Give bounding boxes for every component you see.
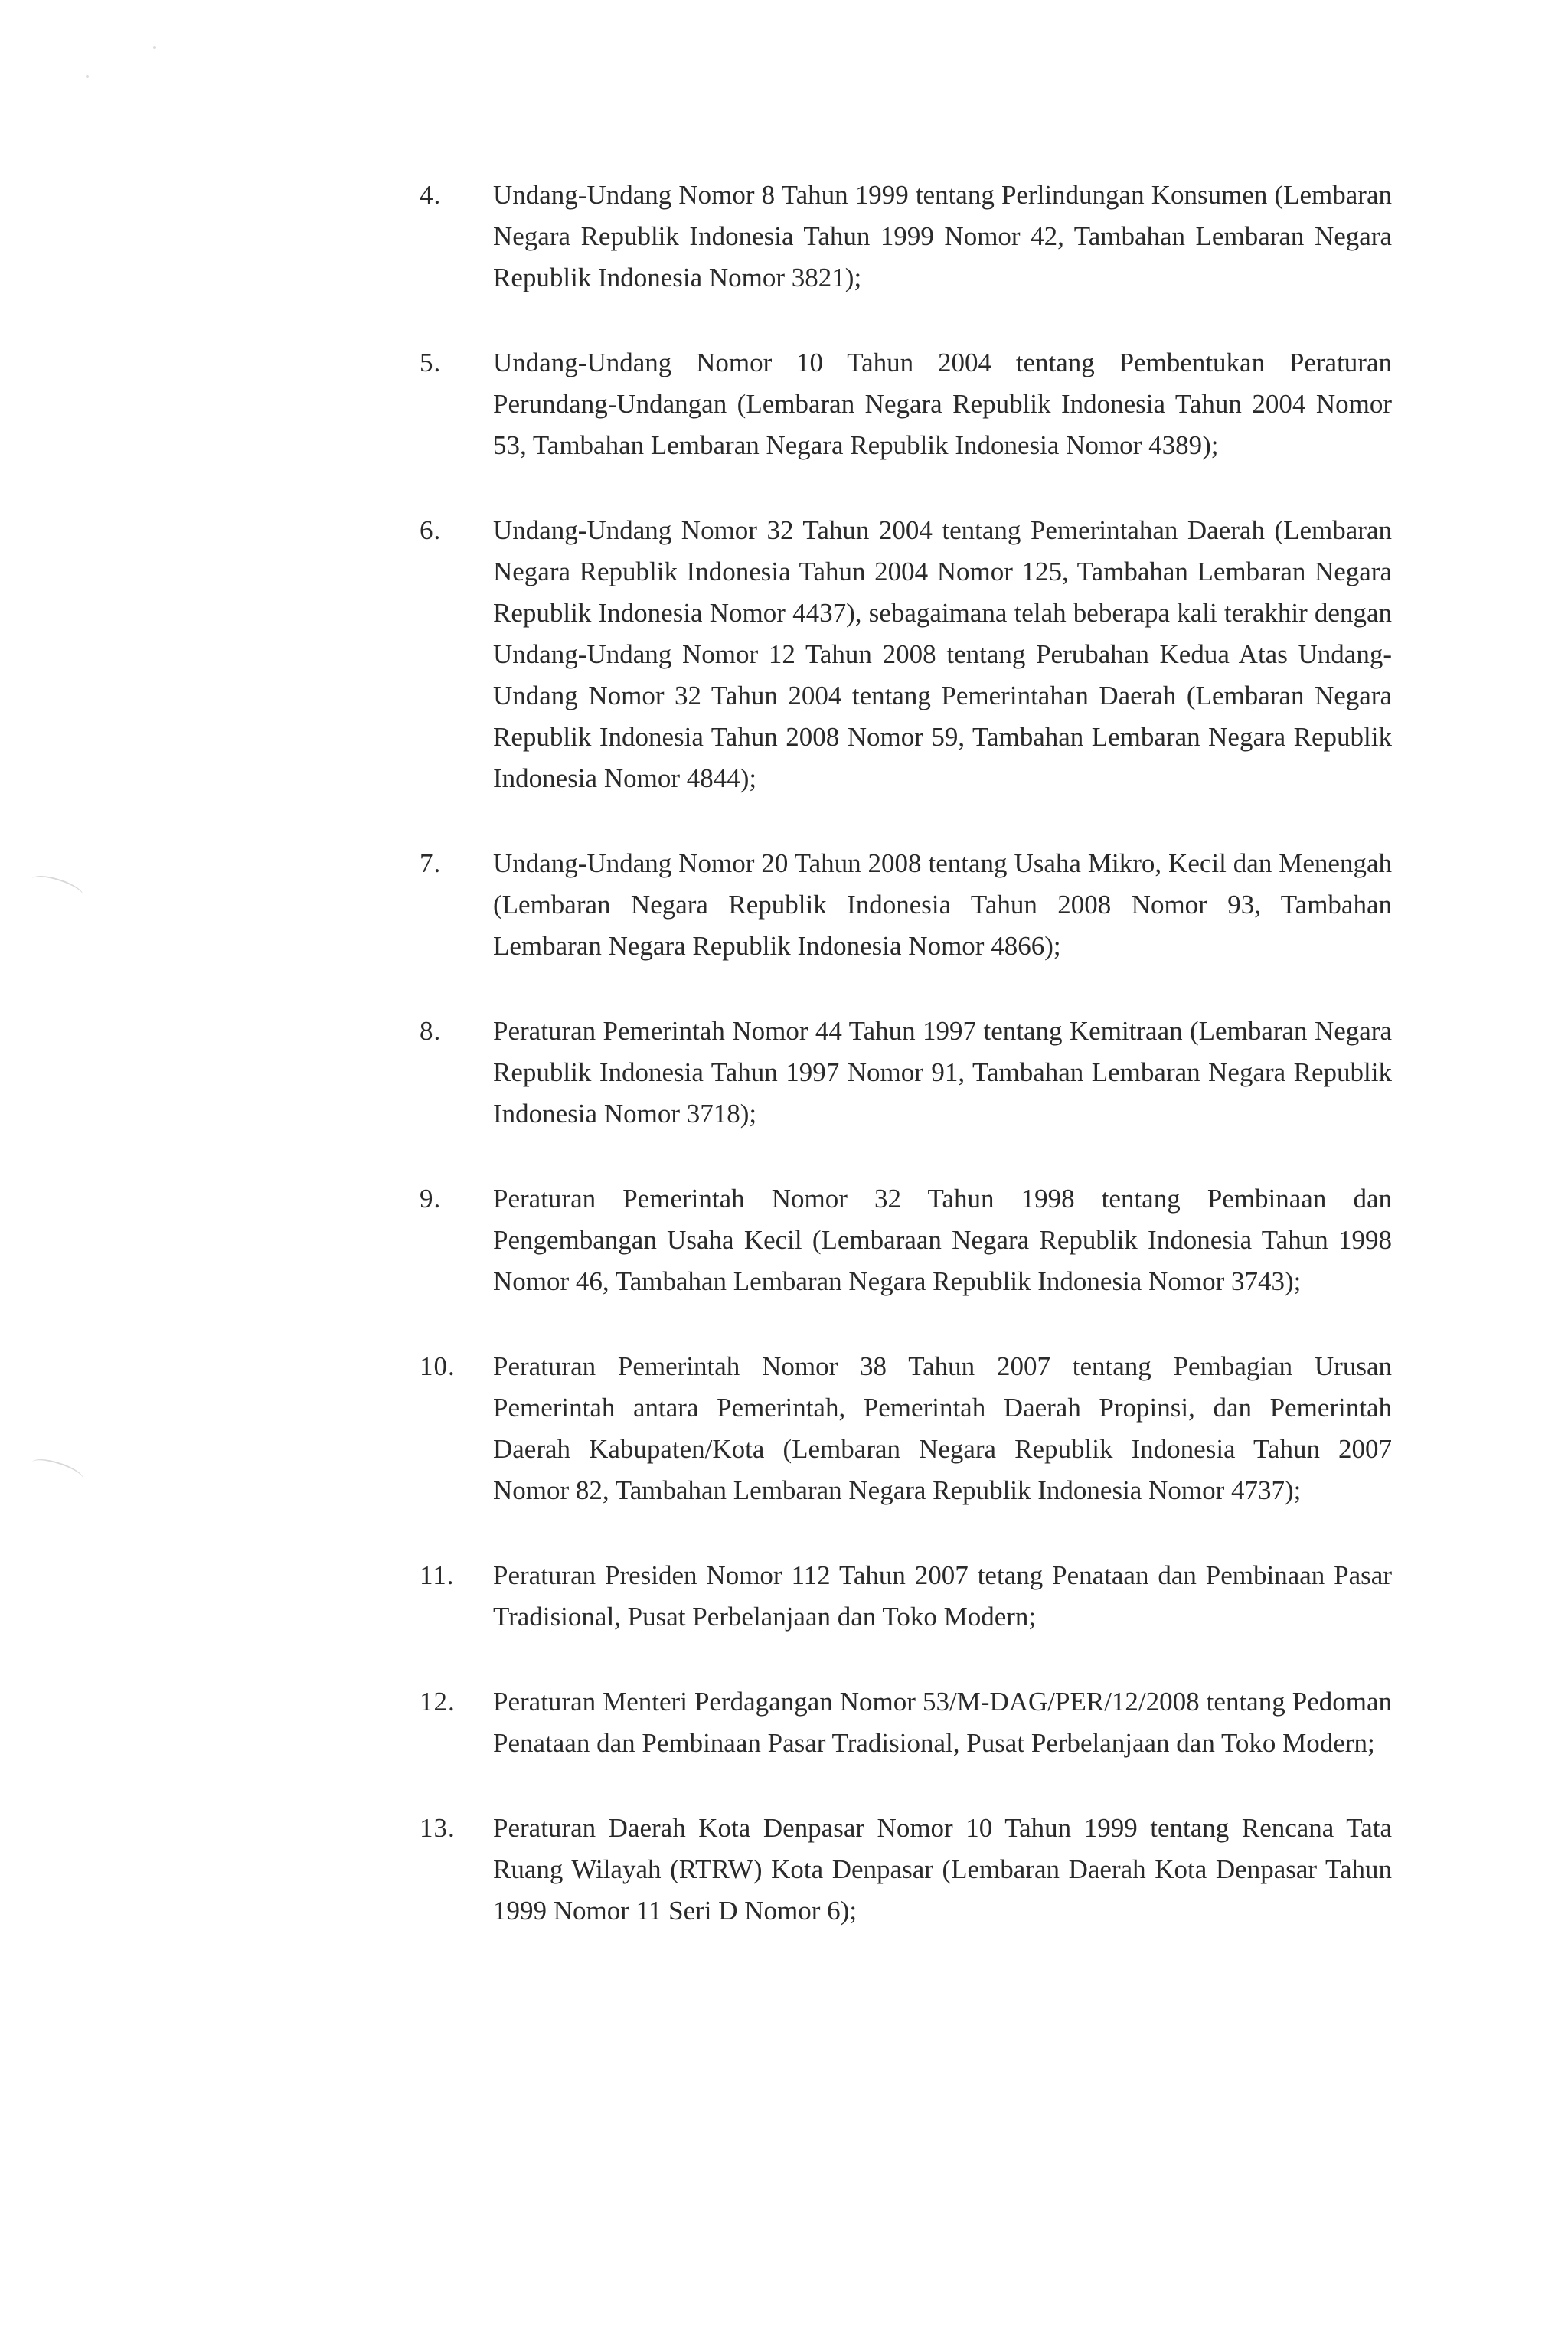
- item-text: Peraturan Pemerintah Nomor 44 Tahun 1997 tentang Kemitraan (Lembaran Negara Republik Indonesia Tahun 1997 Nomor 91, Tambahan Lembaran Negara Republik Indonesia Nomor 3718);: [493, 1016, 1392, 1129]
- scan-speck: [86, 75, 89, 78]
- item-number: 10.: [420, 1351, 456, 1381]
- scan-speck: [153, 46, 156, 49]
- list-item: [420, 1346, 1392, 1511]
- legal-basis-list: [420, 175, 1392, 1975]
- list-item: [420, 1555, 1392, 1638]
- list-item: [420, 175, 1392, 299]
- item-text: Peraturan Daerah Kota Denpasar Nomor 10 Tahun 1999 tentang Rencana Tata Ruang Wilayah (RTRW) Kota Denpasar (Lembaran Daerah Kota Denpasar Tahun 1999 Nomor 11 Seri D Nomor 6);: [493, 1813, 1392, 1926]
- item-text: Undang-Undang Nomor 10 Tahun 2004 tentang Pembentukan Peraturan Perundang-Undangan (Lembaran Negara Republik Indonesia Tahun 2004 Nomor 53, Tambahan Lembaran Negara Republik Indonesia Nomor 4389);: [493, 348, 1392, 460]
- list-item: [420, 1808, 1392, 1932]
- item-number: 8.: [420, 1016, 442, 1046]
- item-text: Undang-Undang Nomor 32 Tahun 2004 tentang Pemerintahan Daerah (Lembaran Negara Republik Indonesia Tahun 2004 Nomor 125, Tambahan Lembaran Negara Republik Indonesia Nomor 4437), sebagaimana telah beberapa kali terakhir dengan Undang-Undang Nomor 12 Tahun 2008 tentang Perubahan Kedua Atas Undang-Undang Nomor 32 Tahun 2004 tentang Pemerintahan Daerah (Lembaran Negara Republik Indonesia Tahun 2008 Nomor 59, Tambahan Lembaran Negara Republik Indonesia Nomor 4844);: [493, 515, 1392, 793]
- item-number: 13.: [420, 1813, 456, 1843]
- item-number: 5.: [420, 348, 442, 377]
- item-number: 6.: [420, 515, 442, 545]
- item-number: 7.: [420, 848, 442, 878]
- list-item: [420, 1681, 1392, 1764]
- item-text: Peraturan Pemerintah Nomor 38 Tahun 2007 tentang Pembagian Urusan Pemerintah antara Pemerintah, Pemerintah Daerah Propinsi, dan Pemerintah Daerah Kabupaten/Kota (Lembaran Negara Republik Indonesia Tahun 2007 Nomor 82, Tambahan Lembaran Negara Republik Indonesia Nomor 4737);: [493, 1351, 1392, 1505]
- item-text: Peraturan Menteri Perdagangan Nomor 53/M-DAG/PER/12/2008 tentang Pedoman Penataan dan Pembinaan Pasar Tradisional, Pusat Perbelanjaan dan Toko Modern;: [493, 1687, 1392, 1758]
- item-number: 4.: [420, 180, 442, 210]
- item-number: 11.: [420, 1560, 455, 1590]
- list-item: [420, 510, 1392, 799]
- list-item: [420, 1011, 1392, 1135]
- item-number: 9.: [420, 1184, 442, 1214]
- list-item: [420, 843, 1392, 967]
- item-text: Peraturan Presiden Nomor 112 Tahun 2007 tetang Penataan dan Pembinaan Pasar Tradisional, Pusat Perbelanjaan dan Toko Modern;: [493, 1560, 1392, 1632]
- item-text: Undang-Undang Nomor 8 Tahun 1999 tentang Perlindungan Konsumen (Lembaran Negara Republik Indonesia Tahun 1999 Nomor 42, Tambahan Lembaran Negara Republik Indonesia Nomor 3821);: [493, 180, 1392, 292]
- item-number: 12.: [420, 1687, 456, 1717]
- item-text: Peraturan Pemerintah Nomor 32 Tahun 1998 tentang Pembinaan dan Pengembangan Usaha Kecil (Lembaraan Negara Republik Indonesia Tahun 1998 Nomor 46, Tambahan Lembaran Negara Republik Indonesia Nomor 3743);: [493, 1184, 1392, 1296]
- list-item: [420, 342, 1392, 466]
- list-item: [420, 1178, 1392, 1302]
- item-text: Undang-Undang Nomor 20 Tahun 2008 tentang Usaha Mikro, Kecil dan Menengah (Lembaran Negara Republik Indonesia Tahun 2008 Nomor 93, Tambahan Lembaran Negara Republik Indonesia Nomor 4866);: [493, 848, 1392, 961]
- scan-artifact-mark: [29, 871, 85, 904]
- scan-artifact-mark: [29, 1455, 85, 1488]
